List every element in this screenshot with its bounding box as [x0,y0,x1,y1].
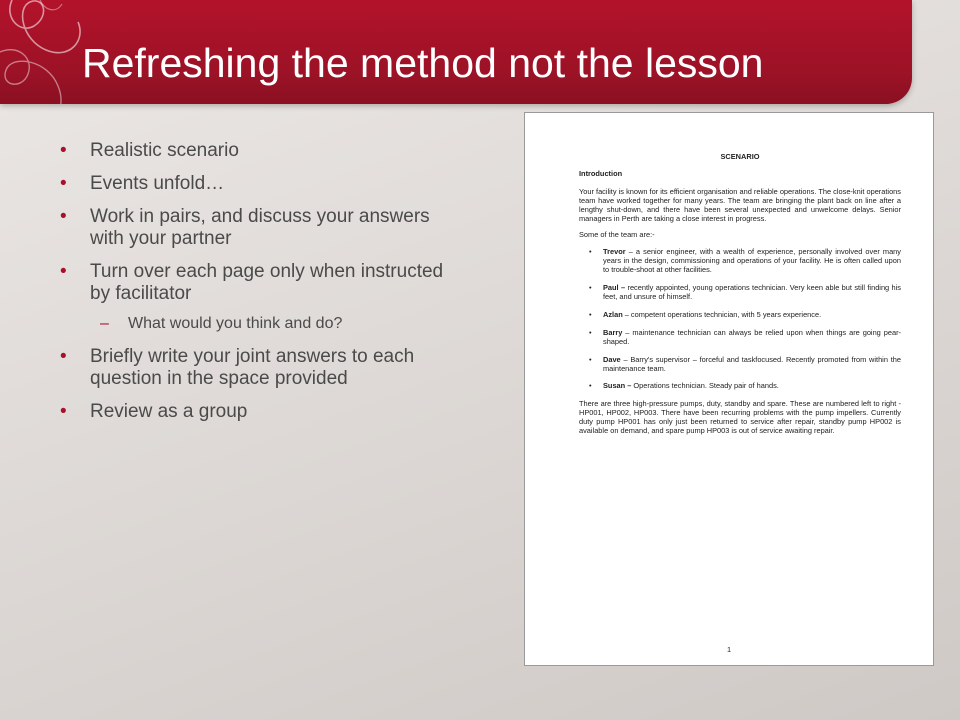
team-member [579,356,901,374]
document-heading: SCENARIO [720,152,760,161]
bullet-marker: • [60,261,67,282]
team-lead-in: Some of the team are:- [579,230,655,240]
bullet-text: Realistic scenario [90,140,239,161]
team-member-name: Paul – [603,283,626,293]
dash-marker: – [100,315,109,332]
bullet-marker: • [60,401,67,422]
document-intro: Your facility is known for its efficient organisation and reliable operations. The close-knit operations team have worked together for many years. The team are bringing the plant back on line after a lengthy shut-down, and there have been several unexpected and unwelcome delays. Senior managers in Perth are taking a close interest in progress. [579,186,901,223]
bullet-marker: • [60,173,67,194]
document-subheading: Introduction [579,168,623,178]
sub-bullet-item [60,313,460,335]
bullet-item [60,346,460,390]
page-number: 1 [726,645,732,655]
bullet-item [60,401,460,423]
bullet-text: Briefly write your joint answers to each question in the space provided [90,346,415,389]
team-member-description: Operations technician. Steady pair of hands. [631,381,779,391]
bullet-marker: • [60,140,67,161]
team-member-description: recently appointed, young operations technician. Very keen able but still finding his feet, and unsure of himself. [603,283,901,301]
team-member [579,382,901,391]
bullet-text: What would you think and do? [128,315,343,332]
team-member-name: Azlan [603,309,623,319]
team-member-description: – maintenance technician can always be relied upon when things are going pear-shaped. [603,327,901,346]
bullet-text: Work in pairs, and discuss your answers with your partner [90,206,430,249]
bullet-item [60,140,460,162]
pumps-paragraph: There are three high-pressure pumps, duty, standby and spare. These are numbered left to right - HP001, HP002, HP003. There have been recurring problems with the pump impellers. Currently duty pump HP001 has only just been returned to service after repair, standby pump HP002 is available on demand, and spare pump HP003 is out of service awaiting repair. [579,399,901,436]
team-list [579,248,901,391]
team-member-name: Trevor [603,247,626,257]
team-member-description: – a senior engineer, with a wealth of experience, personally involved over many years in the design, commissioning and operations of your facility. He is often called upon to trouble-shoot at other facilities. [603,247,901,275]
bullet-text: Events unfold… [90,173,225,194]
team-member-name: Barry [603,327,623,337]
team-member-name: Dave [603,354,621,364]
bullet-marker: • [60,346,67,367]
bullet-item [60,261,460,305]
bullet-text: Turn over each page only when instructed by facilitator [90,261,444,304]
team-member [579,329,901,347]
slide-title: Refreshing the method not the lesson [82,40,764,86]
document-body [579,153,901,444]
team-member-name: Susan – [603,381,632,391]
scenario-document-image [524,112,934,666]
team-member [579,284,901,302]
bullet-list [60,140,460,434]
team-member-description: – competent operations technician, with 5 years experience. [622,309,822,319]
bullet-text: Review as a group [90,401,248,422]
bullet-marker: • [60,206,67,227]
title-banner [0,0,912,104]
team-member [579,248,901,275]
team-member-description: – Barry's supervisor – forceful and taskfocused. Recently promoted from within the maintenance team. [603,354,901,373]
bullet-item [60,206,460,250]
bullet-item [60,173,460,195]
team-member [579,311,901,320]
